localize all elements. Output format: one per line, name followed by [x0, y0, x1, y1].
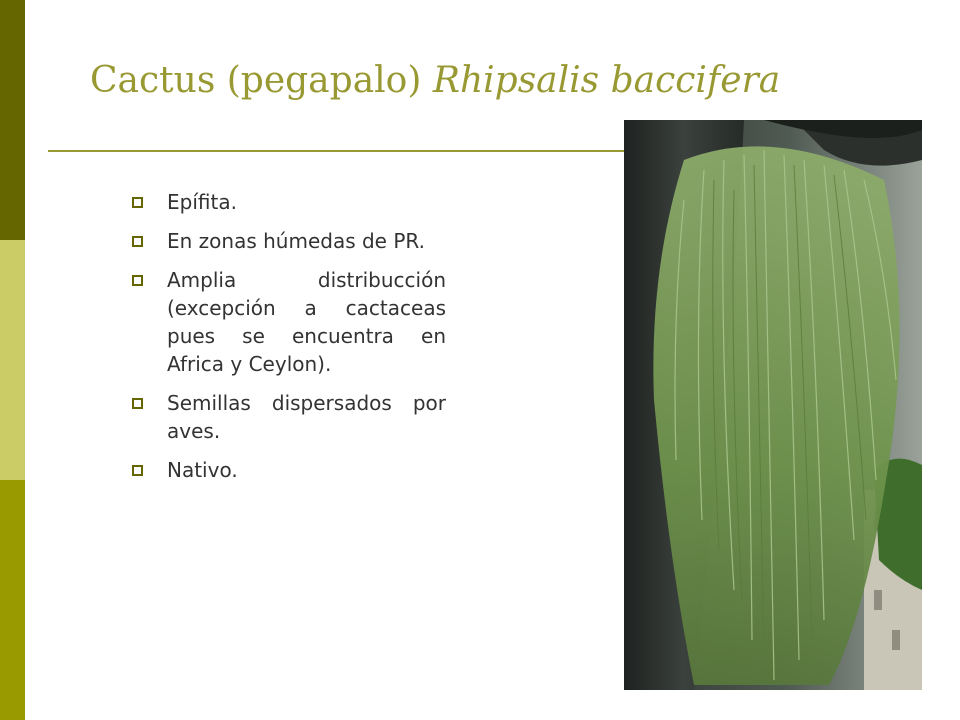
square-bullet-icon: [132, 275, 143, 286]
title-underline: [48, 150, 632, 152]
bullet-text: Nativo.: [167, 458, 238, 482]
bullet-item: [130, 389, 446, 445]
bullet-text: En zonas húmedas de PR.: [167, 229, 425, 253]
bullet-text: Semillas dispersados por aves.: [167, 391, 446, 443]
square-bullet-icon: [132, 398, 143, 409]
bullet-item: [130, 266, 446, 378]
left-color-band-mid: [0, 480, 25, 720]
bullet-list: [130, 188, 446, 495]
slide-title: [90, 60, 780, 101]
left-color-band-light: [0, 240, 25, 480]
left-color-band-dark: [0, 0, 25, 240]
rhipsalis-photo: [624, 120, 922, 690]
bullet-text: Amplia distribucción (excepción a cactaceas pues se encuentra en Africa y Ceylon).: [167, 268, 446, 376]
bullet-item: [130, 456, 446, 484]
title-scientific-name: Rhipsalis baccifera: [432, 60, 781, 101]
bullet-item: [130, 227, 446, 255]
square-bullet-icon: [132, 465, 143, 476]
square-bullet-icon: [132, 197, 143, 208]
bullet-item: [130, 188, 446, 216]
title-common-name: Cactus (pegapalo): [90, 60, 422, 101]
square-bullet-icon: [132, 236, 143, 247]
bullet-text: Epífita.: [167, 190, 237, 214]
